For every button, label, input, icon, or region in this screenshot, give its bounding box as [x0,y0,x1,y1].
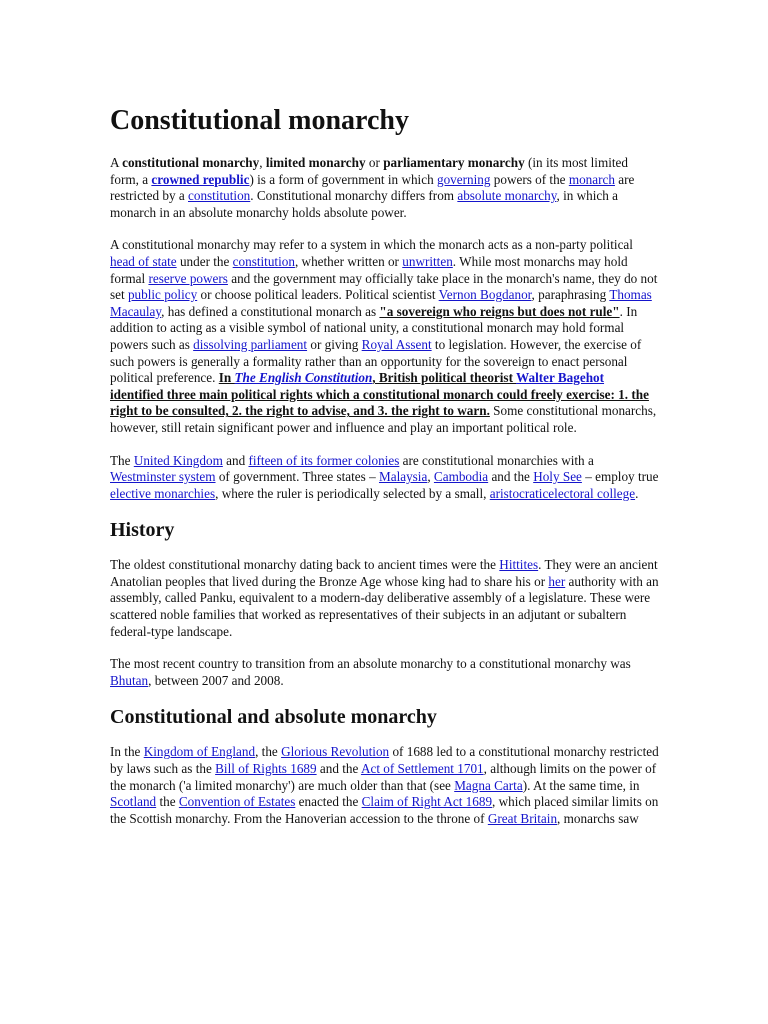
text-run: , the [255,744,282,760]
text-run: The [110,452,134,468]
link-unwritten[interactable]: unwritten [402,253,453,269]
text-run: the [156,794,179,810]
text-run: ) is a form of government in which [249,171,437,187]
term-constitutional-monarchy: constitutional monarchy [122,155,260,170]
text-run: A constitutional monarchy may refer to a system in which the monarch acts as a non-party political [110,237,633,253]
link-bhutan[interactable]: Bhutan [110,672,149,688]
link-united-kingdom[interactable]: United Kingdom [133,452,223,468]
intro-paragraph [110,155,660,221]
text-run: and the [488,469,534,485]
text-run: of 1688 led to a constitutional monarchy restricted by laws such as the [110,744,659,777]
text-run: under the [176,253,233,269]
text-run: , has defined a constitutional monarch as [161,303,380,319]
bagehot-rights: identified three main political rights which a constitutional monarch could freely exercise: 1. the right to be consulted, 2. the right to advise, and 3. the right to warn. [110,386,649,419]
link-head-of-state[interactable]: head of state [110,253,177,269]
text-run: , which placed similar limits on the Scottish monarchy. From the Hanoverian accession to the throne of [110,794,659,826]
text-run: or choose political leaders. Political scientist [197,287,439,303]
text-run: are constitutional monarchies with a [399,452,594,468]
text-run: , monarchs saw [557,810,639,826]
text-run: powers of the [490,171,569,187]
link-elective-monarchies[interactable]: elective monarchies [110,485,216,501]
text-run: authority with an assembly, called Panku, equivalent to a modern-day deliberative assembly of a legislature. These were scattered noble families that worked as representatives of their subjects in an adjutant or subaltern federal-type landscape. [110,573,659,639]
link-her[interactable]: her [548,573,566,589]
text-run: A [110,155,123,170]
text-run: . [635,485,639,501]
text-run: The most recent country to transition from an absolute monarchy to a constitutional monarchy was [110,656,631,672]
link-magna-carta[interactable]: Magna Carta [454,777,523,793]
link-act-of-settlement[interactable]: Act of Settlement 1701 [360,761,484,777]
bold-underlined-run: , British political theorist [372,370,517,386]
text-run: . They were an ancient Anatolian peoples that lived during the Bronze Age whose king had to share his or [110,557,658,589]
link-electoral-college[interactable]: aristocraticelectoral college [489,485,636,501]
link-english-constitution[interactable]: The English Constitution [234,370,373,386]
link-thomas-macaulay[interactable]: Thomas Macaulay [110,287,652,319]
bhutan-paragraph [110,656,660,689]
heading-history: History [110,519,175,542]
text-run: , in which a monarch in an absolute monarchy holds absolute power. [110,188,618,220]
link-royal-assent[interactable]: Royal Assent [361,336,432,352]
text-run: , whether written or [294,253,403,269]
text-run: . Constitutional monarchy differs from [250,188,458,204]
link-bill-of-rights[interactable]: Bill of Rights 1689 [215,761,317,777]
heading-constitutional-and-absolute: Constitutional and absolute monarchy [110,706,437,729]
text-run: to legislation. However, the exercise of such powers is generally a formality rather than an opportunity for the sovereign to enact personal political preference. [110,336,642,386]
text-run: , between 2007 and 2008. [148,672,284,688]
text-run: , where the ruler is periodically selected by a small, [215,485,490,501]
link-great-britain[interactable]: Great Britain [487,810,558,826]
text-run: (in its most limited form, a [110,155,629,187]
link-scotland[interactable]: Scotland [110,794,157,810]
text-run: of government. Three states – [215,469,379,485]
text-run: In the [110,744,144,760]
text-run: are restricted by a [110,171,635,204]
text-run: , [259,155,266,170]
link-monarch[interactable]: monarch [568,171,615,187]
article [110,104,660,843]
text-run: . In addition to acting as a visible symbol of national unity, a constitutional monarch may hold formal powers such as [110,303,638,352]
link-malaysia[interactable]: Malaysia [378,469,428,485]
text-run: , although limits on the power of the monarch ('a limited monarchy') are much older than that (see [110,761,657,793]
link-constitution[interactable]: constitution [188,188,251,204]
text-run: ). At the same time, in [522,777,640,793]
page-title: Constitutional monarchy [110,105,409,136]
text-run: and the [316,761,361,777]
term-parliamentary-monarchy: parliamentary monarchy [383,155,525,170]
link-public-policy[interactable]: public policy [127,287,198,303]
term-limited-monarchy: limited monarchy [265,155,366,170]
bold-underlined-run: In [218,370,235,386]
text-run: or giving [307,336,362,352]
link-westminster-system[interactable]: Westminster system [110,469,216,485]
text-run: – employ true [581,469,659,485]
text-run: The oldest constitutional monarchy dating back to ancient times were the [110,557,500,573]
link-dissolving-parliament[interactable]: dissolving parliament [193,336,308,352]
text-run: and [222,452,249,468]
link-walter-bagehot[interactable]: Walter Bagehot [516,370,605,386]
link-convention-of-estates[interactable]: Convention of Estates [178,794,296,810]
history-paragraph [110,557,660,640]
text-run: enacted the [295,794,362,810]
link-constitution-2[interactable]: constitution [232,253,295,269]
text-run: . While most monarchs may hold formal [110,253,628,286]
link-reserve-powers[interactable]: reserve powers [148,270,228,286]
link-absolute-monarchy[interactable]: absolute monarchy [457,188,557,204]
text-run: , paraphrasing [531,287,610,303]
link-governing[interactable]: governing [436,171,491,187]
link-vernon-bogdanor[interactable]: Vernon Bogdanor [438,287,532,303]
link-claim-of-right[interactable]: Claim of Right Act 1689 [361,794,493,810]
text-run: and the government may officially take place in the monarch's name, they do not set [110,270,658,303]
text-run: or [365,155,384,170]
states-paragraph [110,453,660,503]
link-kingdom-of-england[interactable]: Kingdom of England [143,744,256,760]
text-run: , [427,469,434,485]
link-glorious-revolution[interactable]: Glorious Revolution [281,744,390,760]
bagehot-quote: "a sovereign who reigns but does not rule" [379,303,620,319]
definition-paragraph [110,237,660,436]
link-hittites[interactable]: Hittites [499,557,539,573]
england-paragraph [110,744,660,827]
link-crowned-republic[interactable]: crowned republic [151,171,250,187]
link-holy-see[interactable]: Holy See [533,469,582,485]
text-run: Some constitutional monarchs, however, still retain significant power and influence and play an important political role. [110,403,657,435]
link-former-colonies[interactable]: fifteen of its former colonies [248,452,400,468]
link-cambodia[interactable]: Cambodia [433,469,489,485]
